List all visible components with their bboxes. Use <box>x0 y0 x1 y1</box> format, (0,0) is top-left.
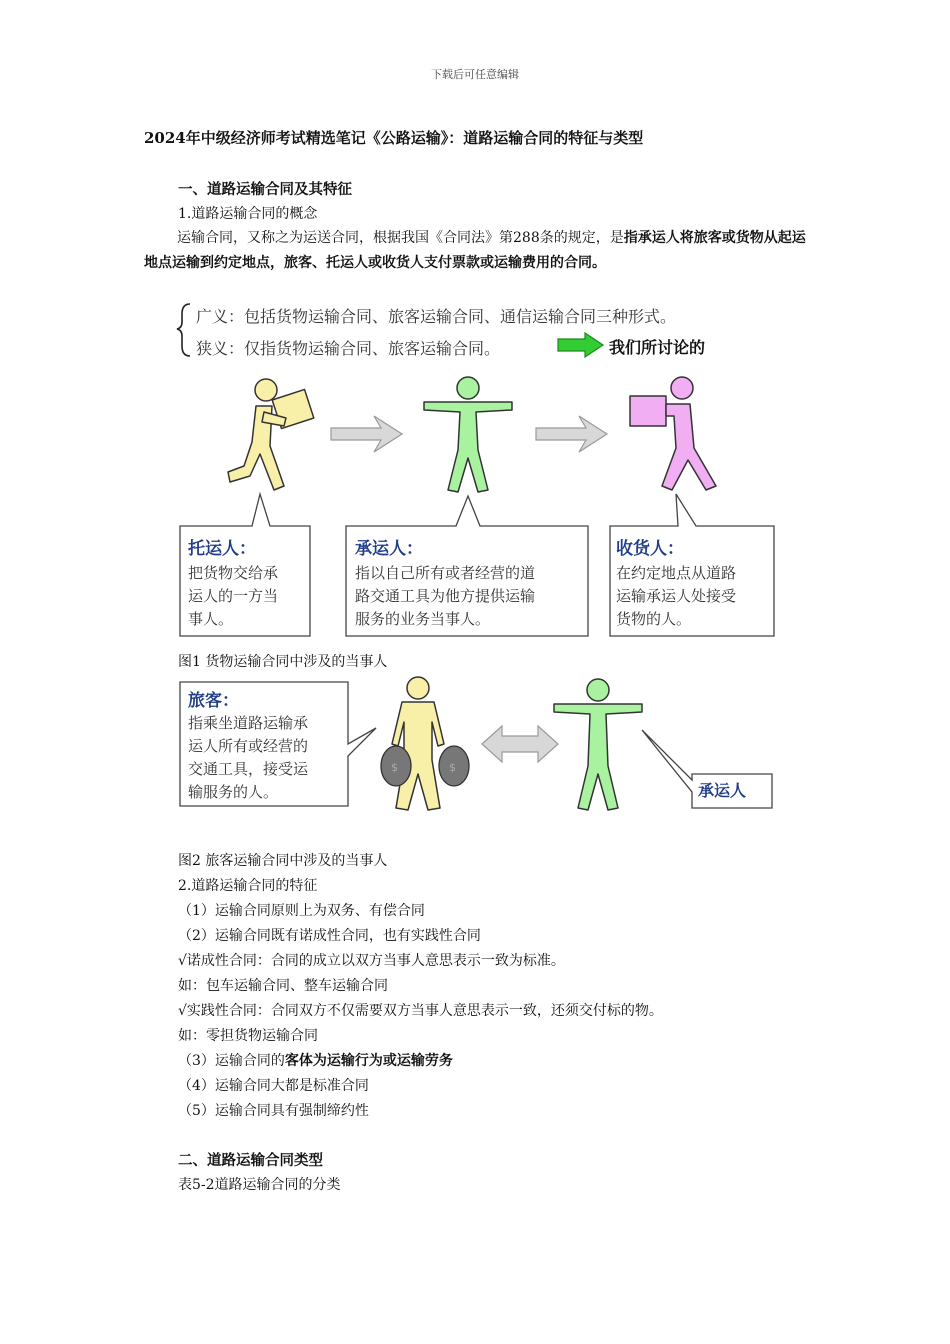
page-title: 2024年中级经济师考试精选笔记《公路运输》：道路运输合同的特征与类型 <box>144 129 644 147</box>
feature-note-real: √实践性合同：合同双方不仅需要双方当事人意思表示一致，还须交付标的物。 <box>178 1003 663 1019</box>
page-header-note: 下载后可任意编辑 <box>431 68 519 81</box>
money-bag-icon-left <box>381 746 411 786</box>
scope-brace <box>176 300 196 360</box>
carrier-figure-icon <box>424 377 512 492</box>
consignee-line: 货物的人。 <box>616 610 692 628</box>
shipper-line: 运人的一方当 <box>188 587 279 605</box>
figure2-caption: 图2 旅客运输合同中涉及的当事人 <box>178 853 388 869</box>
scope-broad: 广义：包括货物运输合同、旅客运输合同、通信运输合同三种形式。 <box>196 307 677 326</box>
feature-item-5: （5）运输合同具有强制缔约性 <box>178 1103 369 1119</box>
gray-arrow-icon-2 <box>536 416 607 452</box>
money-bag-symbol-right: $ <box>449 761 456 774</box>
carrier-title: 承运人： <box>355 539 423 559</box>
feature-item-1: （1）运输合同原则上为双务、有偿合同 <box>178 903 425 919</box>
consignee-line: 运输承运人处接受 <box>616 587 737 605</box>
table-caption: 表5-2道路运输合同的分类 <box>178 1177 341 1193</box>
carrier-line: 服务的业务当事人。 <box>355 610 491 628</box>
carrier-figure-icon-2 <box>554 679 642 810</box>
consignee-line: 在约定地点从道路 <box>616 564 737 582</box>
concept-text: 运输合同，又称之为运送合同，根据我国《合同法》第288条的规定，是 <box>177 230 624 246</box>
concept-definition: 指承运人将旅客或货物从起运地点运输到约定地点，旅客、托运人或收货人支付票款或运输费用的合同。 <box>144 230 806 271</box>
passenger-description <box>188 712 308 804</box>
passenger-line: 交通工具，接受运 <box>188 760 309 778</box>
passenger-figure-icon <box>392 677 444 810</box>
money-bag-symbol-left: $ <box>391 761 398 774</box>
shipper-figure-icon <box>228 379 314 490</box>
feature-item-3-prefix: （3）运输合同的 <box>178 1053 285 1069</box>
scope-arrow-label: 我们所讨论的 <box>609 338 706 357</box>
feature-item-3-emphasis: 客体为运输行为或运输劳务 <box>284 1053 453 1069</box>
consignee-figure-icon <box>630 377 716 490</box>
carrier-description <box>355 562 535 631</box>
subheading-concept: 1.道路运输合同的概念 <box>178 206 318 222</box>
gray-arrow-icon-1 <box>331 416 402 452</box>
shipper-title: 托运人： <box>188 539 256 559</box>
green-arrow-icon <box>557 332 605 358</box>
scope-narrow: 狭义：仅指货物运输合同、旅客运输合同。 <box>196 339 501 358</box>
feature-item-2: （2）运输合同既有诺成性合同，也有实践性合同 <box>178 928 481 944</box>
carrier-line: 路交通工具为他方提供运输 <box>355 587 536 605</box>
feature-note-consensual: √诺成性合同：合同的成立以双方当事人意思表示一致为标准。 <box>178 953 565 969</box>
shipper-line: 把货物交给承 <box>188 564 279 582</box>
feature-example-2: 如：零担货物运输合同 <box>178 1028 318 1044</box>
figure1-caption: 图1 货物运输合同中涉及的当事人 <box>178 654 388 670</box>
double-arrow-icon <box>482 726 558 762</box>
consignee-description <box>616 562 736 631</box>
section2-heading: 二、道路运输合同类型 <box>178 1152 323 1169</box>
feature-example-1: 如：包车运输合同、整车运输合同 <box>178 978 388 994</box>
feature-item-4: （4）运输合同大都是标准合同 <box>178 1078 369 1094</box>
passenger-title: 旅客： <box>188 691 239 711</box>
shipper-line: 事人。 <box>188 610 234 628</box>
passenger-line: 运人所有或经营的 <box>188 737 309 755</box>
passenger-line: 指乘坐道路运输承 <box>188 714 309 732</box>
passenger-line: 输服务的人。 <box>188 783 279 801</box>
feature-item-3 <box>178 1050 453 1070</box>
carrier-label: 承运人 <box>698 781 747 800</box>
concept-paragraph <box>144 226 809 276</box>
shipper-description <box>188 562 278 631</box>
subheading-features: 2.道路运输合同的特征 <box>178 878 318 894</box>
carrier-line: 指以自己所有或者经营的道 <box>355 564 536 582</box>
section1-heading: 一、道路运输合同及其特征 <box>178 181 352 198</box>
consignee-title: 收货人： <box>616 539 684 559</box>
money-bag-icon-right <box>439 746 469 786</box>
